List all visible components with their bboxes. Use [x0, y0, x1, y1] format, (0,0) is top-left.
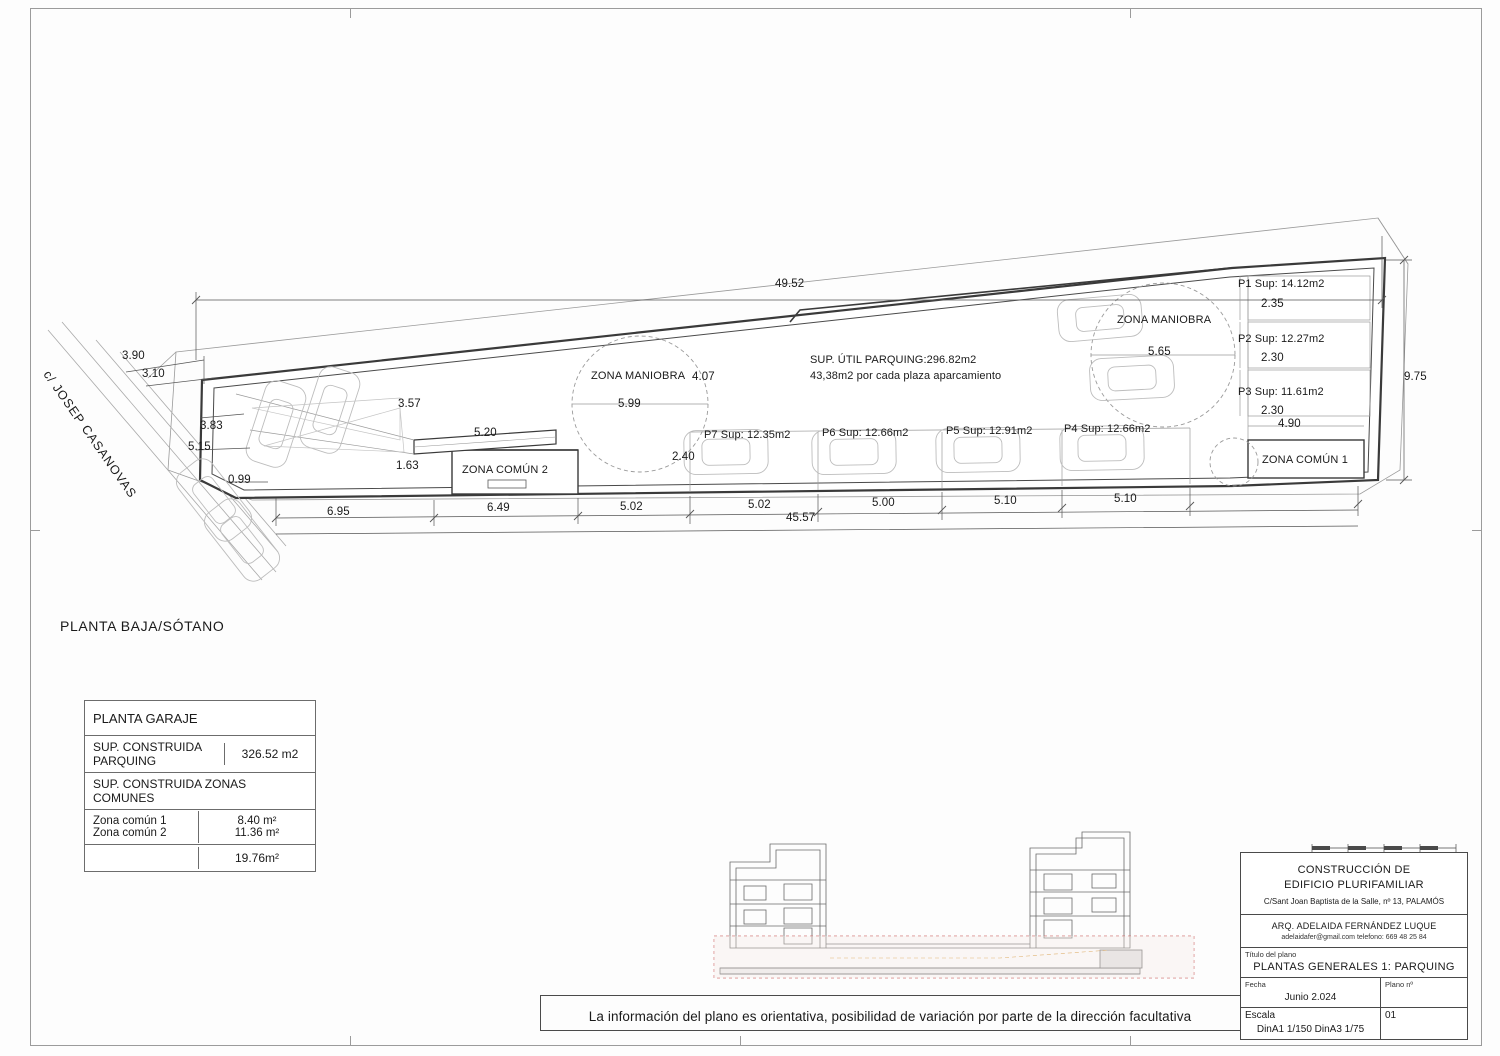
table-value-zona2: 11.36 m²: [234, 827, 280, 839]
scale-caption: Escala: [1245, 1009, 1276, 1021]
building-envelope: [200, 258, 1385, 498]
title-block-date-row: [1241, 978, 1467, 1008]
building-section-drawing: [700, 818, 1220, 1018]
stall-label-p5: P5 Sup: 12.91m2: [946, 425, 1033, 437]
zona-maniobra-label-2: ZONA MANIOBRA: [1117, 314, 1212, 326]
scale-value: DinA1 1/150 DinA3 1/75: [1256, 1023, 1365, 1035]
dim-357: 3.57: [398, 398, 421, 410]
stall-label-p7: P7 Sup: 12.35m2: [704, 429, 791, 441]
table-value-zona1: 8.40 m²: [237, 815, 277, 827]
table-title: PLANTA GARAJE: [93, 710, 198, 726]
table-row: [85, 701, 315, 736]
plan-number: 01: [1385, 1009, 1397, 1021]
stall-label-p4: P4 Sup: 12.66m2: [1064, 423, 1151, 435]
plan-title-value: PLANTAS GENERALES 1: PARQUING: [1253, 960, 1455, 973]
edge-tick: [1130, 1036, 1131, 1046]
title-block-scale-row: [1241, 1008, 1467, 1039]
disclaimer-text: La información del plano es orientativa, posibilidad de variación por parte de la dirección facultativa: [588, 1009, 1192, 1024]
stall-label-p6: P6 Sup: 12.66m2: [822, 427, 909, 439]
dim-565: 5.65: [1148, 346, 1171, 358]
table-row: [85, 736, 315, 773]
table-label-zona2: Zona común 2: [93, 827, 167, 839]
plan-no-caption: Plano nº: [1385, 979, 1414, 989]
title-block-plan-title: [1241, 948, 1467, 978]
edge-tick: [740, 1036, 741, 1046]
dim-right-height: 9.75: [1404, 371, 1427, 383]
date-value: Junio 2.024: [1284, 991, 1337, 1003]
dim-599: 5.99: [618, 398, 641, 410]
table-label-comunes: SUP. CONSTRUIDA ZONAS COMUNES: [93, 777, 247, 805]
table-label-zona1: Zona común 1: [93, 815, 167, 827]
title-block: [1240, 852, 1468, 1040]
dim-left-310: 3.10: [142, 368, 165, 380]
dim-240: 2.40: [672, 451, 695, 463]
dim-left-383: 3.83: [200, 420, 223, 432]
table-value-total: 19.76m²: [198, 847, 315, 869]
stall-width-p1: 2.35: [1261, 298, 1284, 310]
dim-left-390: 3.90: [122, 350, 145, 362]
street-label: c/ JOSEP CASANOVAS: [40, 368, 140, 501]
dim-chain-0: 6.95: [327, 506, 350, 518]
area-table: [84, 700, 316, 872]
dim-chain-1: 6.49: [487, 502, 510, 514]
stall-label-p1: P1 Sup: 14.12m2: [1238, 278, 1325, 290]
dim-chain-4: 5.00: [872, 497, 895, 509]
project-line-1: CONSTRUCCIÓN DE: [1297, 864, 1411, 876]
stall-width-p3: 2.30: [1261, 405, 1284, 417]
dim-left-099: 0.99: [228, 474, 251, 486]
zona-comun-2-label: ZONA COMÚN 2: [462, 464, 549, 476]
table-label-parquing: SUP. CONSTRUIDA PARQUING: [93, 740, 202, 768]
dim-chain-3: 5.02: [748, 499, 771, 511]
zona-maniobra-label-1: ZONA MANIOBRA: [591, 370, 686, 382]
date-caption: Fecha: [1245, 979, 1266, 989]
dim-bottom-overall: 45.57: [786, 512, 816, 524]
zona-comun-1-label: ZONA COMÚN 1: [1262, 454, 1349, 466]
dim-chain-6: 5.10: [1114, 493, 1137, 505]
dim-left-515: 5.15: [188, 441, 211, 453]
table-row: [85, 810, 315, 845]
plan-title-caption: Título del plano: [1245, 949, 1297, 959]
dim-ramp-163: 1.63: [396, 460, 419, 472]
table-value-parquing: 326.52 m2: [224, 743, 315, 765]
title-block-architect: [1241, 915, 1467, 948]
project-address: C/Sant Joan Baptista de la Salle, nº 13, PALAMÓS: [1263, 896, 1445, 906]
dim-chain-5: 5.10: [994, 495, 1017, 507]
stall-label-p2: P2 Sup: 12.27m2: [1238, 333, 1325, 345]
dim-407: 4.07: [692, 371, 715, 383]
parking-note-line2: 43,38m2 por cada plaza aparcamiento: [810, 370, 1002, 382]
stall-width-p2: 2.30: [1261, 352, 1284, 364]
plan-name: PLANTA BAJA/SÓTANO: [60, 618, 225, 634]
stall-label-p3: P3 Sup: 11.61m2: [1238, 386, 1324, 398]
table-row: [85, 845, 315, 872]
project-line-2: EDIFICIO PLURIFAMILIAR: [1284, 878, 1424, 891]
dim-chain-2: 5.02: [620, 501, 643, 513]
edge-tick: [350, 1036, 351, 1046]
parking-note-line1: SUP. ÚTIL PARQUING:296.82m2: [810, 354, 977, 366]
dim-ramp-520: 5.20: [474, 427, 497, 439]
title-block-project: [1241, 853, 1467, 915]
table-row: [85, 773, 315, 810]
architect-contact: adelaidafer@gmail.com telefono: 669 48 25 84: [1281, 933, 1427, 941]
dim-top-overall: 49.52: [775, 278, 805, 290]
dim-490: 4.90: [1278, 418, 1301, 430]
architect-name: ARQ. ADELAIDA FERNÁNDEZ LUQUE: [1271, 920, 1437, 931]
